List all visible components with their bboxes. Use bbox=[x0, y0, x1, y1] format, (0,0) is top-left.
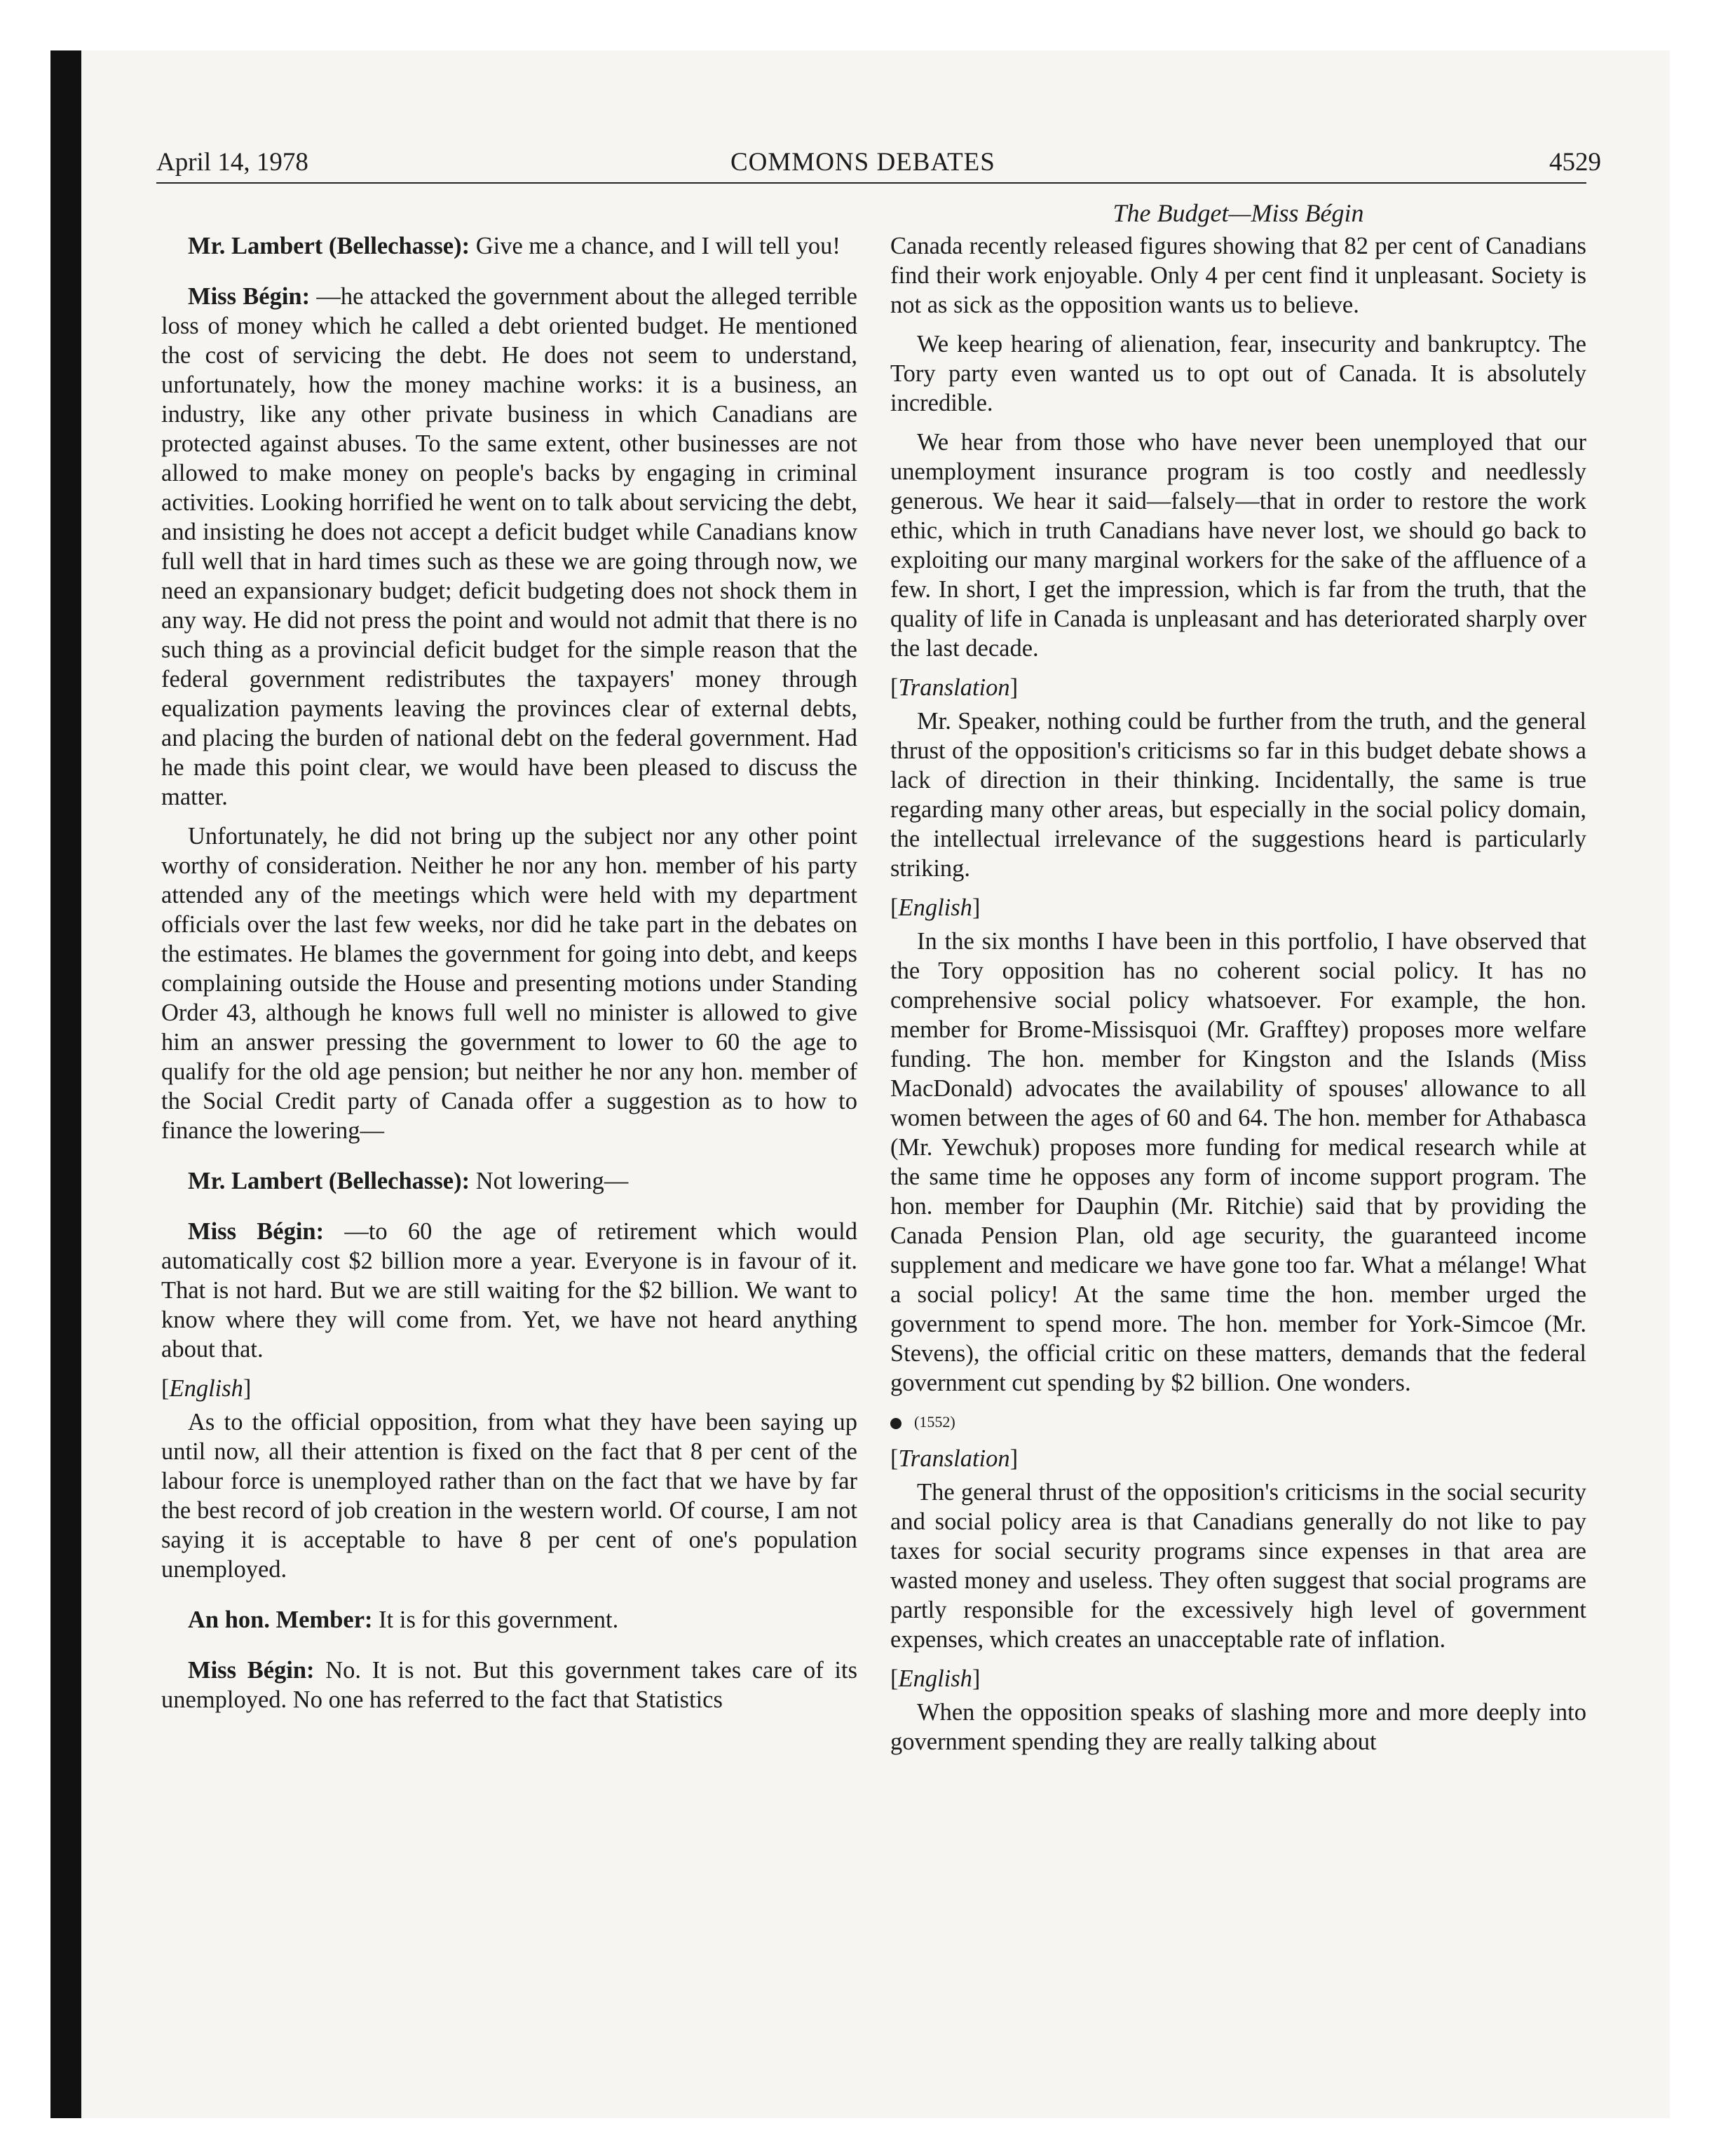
speech-text: No. It is not. But this government takes care of its unemployed. No one has referred to the fact that Statistics bbox=[161, 1657, 857, 1713]
speech-text: —to 60 the age of retirement which would automatically cost $2 billion more a year. Everyone is in favour of it. That is not hard. But we are still waiting for the $2 billion. We want to know where they will come from. Yet, we have not heard anything about that. bbox=[161, 1218, 857, 1363]
header-title: COMMONS DEBATES bbox=[730, 148, 995, 177]
scan-edge bbox=[50, 50, 81, 2118]
paragraph bbox=[161, 282, 857, 812]
speaker-name: Miss Bégin: bbox=[188, 1218, 325, 1245]
paragraph: We hear from those who have never been unemployed that our unemployment insurance program is too costly and needlessly generous. We hear it said—falsely—that in order to restore the work ethic, which in truth Canadians have never lost, we should go back to exploiting our many marginal workers for the sake of the affluence of a few. In short, I get the impression, which is far from the truth, that the quality of life in Canada is unpleasant and has deteriorated sharply over the last decade. bbox=[890, 429, 1586, 662]
paragraph: In the six months I have been in this portfolio, I have observed that the Tory opposition has no coherent social policy. It has no comprehensive social policy whatsoever. For example, the hon. member for Brome-Missisquoi (Mr. Grafftey) proposes more welfare funding. The hon. member for Kingston and the Islands (Miss MacDonald) advocates the availability of spouses' allowance to all women between the ages of 60 and 64. The hon. member for Athabasca (Mr. Yewchuk) proposes more funding for medical research while at the same time he opposes any form of income support program. The hon. member for Dauphin (Mr. Ritchie) said that by providing the Canada Pension Plan, old age security, the guaranteed income supplement and medicare we have gone too far. What a mélange! What a social policy! At the same time the hon. member urged the government to spend more. The hon. member for York-Simcoe (Mr. Stevens), the official critic on these matters, demands that the federal government cut spending by $2 billion. One wonders. bbox=[890, 928, 1586, 1396]
speaker-name: Miss Bégin: bbox=[188, 1657, 315, 1684]
paragraph: Mr. Speaker, nothing could be further from the truth, and the general thrust of the opposition's criticisms so far in this budget debate shows a lack of direction in their thinking. Incidentally, the same is true regarding many other areas, but especially in the social policy domain, the intellectual irrelevance of the suggestions heard is particularly striking. bbox=[890, 708, 1586, 882]
time-marker bbox=[890, 1407, 1586, 1437]
language-marker: [English] bbox=[890, 894, 981, 921]
speech-text: —he attacked the government about the alleged terrible loss of money which he called a debt oriented budget. He mentioned the cost of servicing the debt. He does not seem to understand, unfortunately, how the money machine works: it is a business, an industry, like any other private business in which Canadians are protected against abuses. To the same extent, other businesses are not allowed to make money on people's backs by engaging in criminal activities. Looking horrified he went on to talk about servicing the debt, and insisting he does not accept a deficit budget while Canadians know full well that in hard times such as these we are going through now, we need an expansionary budget; deficit budgeting does not shock them in any way. He did not press the point and would not admit that there is no such thing as a provincial deficit budget for the simple reason that the federal government redistributes the taxpayers' money through equalization payments leaving the provinces clear of external debts, and placing the burden of national debt on the federal government. Had he made this point clear, we would have been pleased to discuss the matter. bbox=[161, 283, 857, 810]
language-marker: [English] bbox=[890, 1665, 981, 1692]
language-marker: [English] bbox=[161, 1375, 252, 1402]
paragraph: Canada recently released figures showing that 82 per cent of Canadians find their work enjoyable. Only 4 per cent find it unpleasant. Society is not as sick as the opposition wants us to believe. bbox=[890, 233, 1586, 318]
language-marker: [Translation] bbox=[890, 674, 1019, 701]
paragraph: When the opposition speaks of slashing more and more deeply into government spending they are really talking about bbox=[890, 1699, 1586, 1755]
speaker-name: Mr. Lambert (Bellechasse): bbox=[188, 1168, 470, 1194]
paragraph bbox=[161, 231, 857, 261]
speech-text: Give me a chance, and I will tell you! bbox=[470, 233, 841, 259]
paragraph: As to the official opposition, from what they have been saying up until now, all their attention is fixed on the fact that 8 per cent of the labour force is unemployed rather than on the fact that we have by far the best record of job creation in the western world. Of course, I am not saying it is acceptable to have 8 per cent of one's population unemployed. bbox=[161, 1409, 857, 1583]
paragraph: We keep hearing of alienation, fear, insecurity and bankruptcy. The Tory party even wanted us to opt out of Canada. It is absolutely incredible. bbox=[890, 331, 1586, 416]
paragraph: The general thrust of the opposition's criticisms in the social security and social policy area is that Canadians generally do not like to pay taxes for social security programs since expenses in that area are wasted money and useless. They often suggest that social programs are partly responsible for the excessively high level of government expenses, which creates an unacceptable rate of inflation. bbox=[890, 1479, 1586, 1653]
paragraph bbox=[161, 1217, 857, 1364]
speaker-name: Mr. Lambert (Bellechasse): bbox=[188, 233, 470, 259]
speaker-name: Miss Bégin: bbox=[188, 283, 311, 310]
paragraph bbox=[161, 1166, 857, 1196]
speech-text: It is for this government. bbox=[372, 1606, 619, 1633]
language-marker: [Translation] bbox=[890, 1445, 1019, 1472]
bullet-icon bbox=[890, 1418, 901, 1429]
left-column bbox=[161, 231, 857, 1724]
header-page-number: 4529 bbox=[1549, 148, 1601, 177]
right-column bbox=[890, 231, 1586, 1766]
header-date: April 14, 1978 bbox=[156, 148, 308, 177]
running-subhead: The Budget—Miss Bégin bbox=[1113, 199, 1364, 227]
timestamp: (1552) bbox=[914, 1413, 955, 1431]
speech-text: Not lowering— bbox=[470, 1168, 629, 1194]
paragraph: Unfortunately, he did not bring up the subject nor any other point worthy of consideration. Neither he nor any hon. member of his party attended any of the meetings which were held with my department officials over the last few weeks, nor did he take part in the debates on the estimates. He blames the government for going into debt, and keeps complaining outside the House and presenting motions under Standing Order 43, although he knows full well no minister is allowed to give him an answer pressing the government to lower to 60 the age to qualify for the old age pension; but neither he nor any hon. member of the Social Credit party of Canada offer a suggestion as to how to finance the lowering— bbox=[161, 823, 857, 1144]
header-rule bbox=[156, 182, 1586, 184]
paragraph bbox=[161, 1605, 857, 1635]
paragraph bbox=[161, 1656, 857, 1714]
speaker-name: An hon. Member: bbox=[188, 1606, 373, 1633]
